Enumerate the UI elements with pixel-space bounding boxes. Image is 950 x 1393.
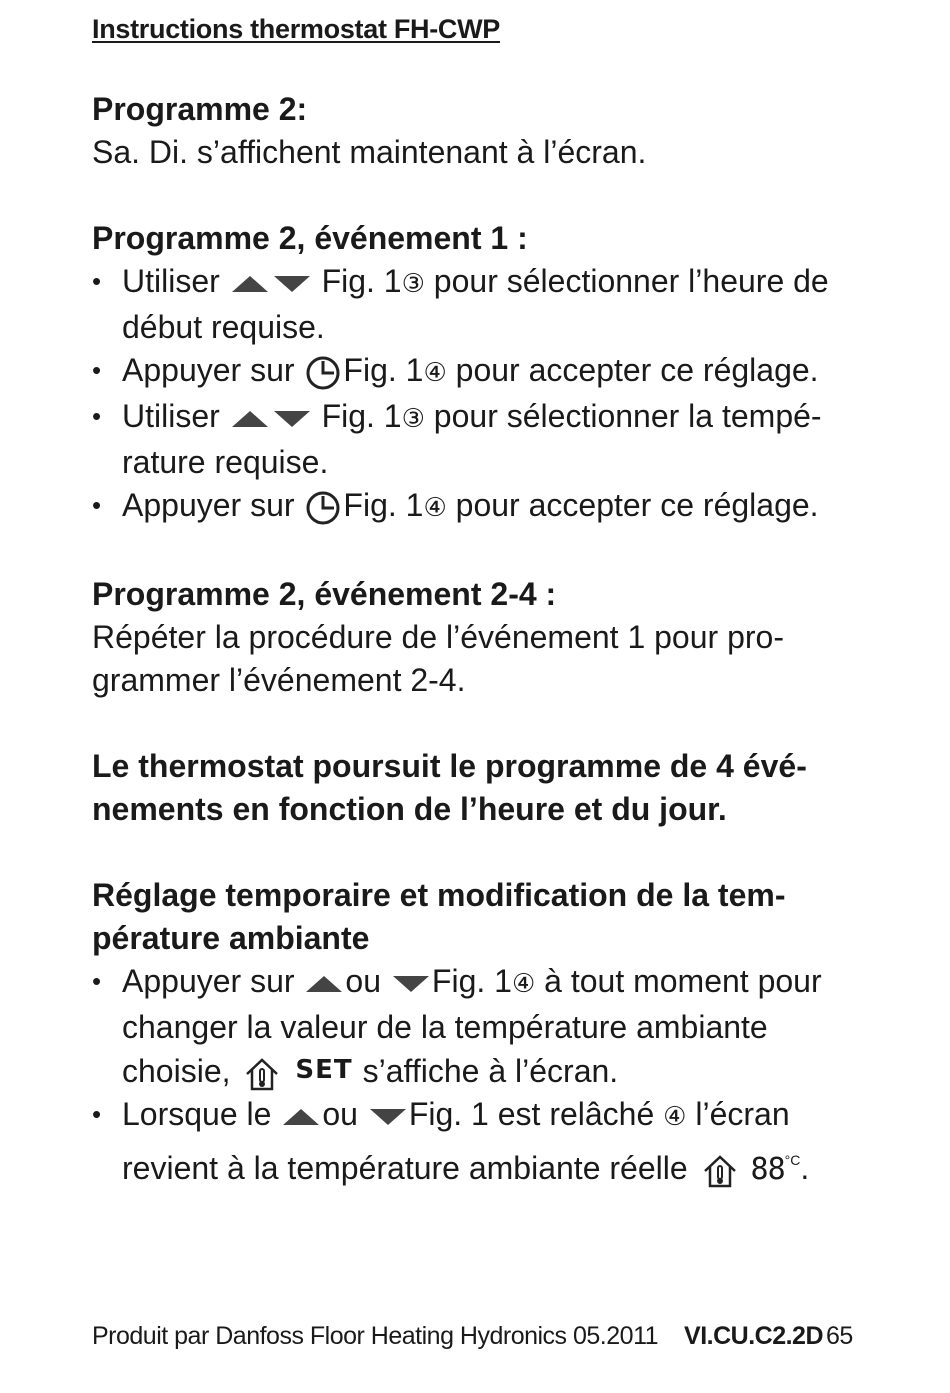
- list-item: • Utiliser Fig. 1③ pour sélectionner l’heure de début requise.: [92, 260, 882, 349]
- set-indicator: SET: [295, 1055, 353, 1085]
- up-arrow-icon: [306, 976, 342, 992]
- list-item: • Lorsque le ou Fig. 1 est relâché ④ l’écran revient à la température ambiante réelle $88^{^\circ C}$.: [92, 1093, 882, 1191]
- list-item: • Utiliser Fig. 1③ pour sélectionner la tempé-rature requise.: [92, 395, 882, 484]
- down-arrow-icon: [370, 1109, 406, 1125]
- footer-text: Produit par Danfoss Floor Heating Hydronics 05.2011: [92, 1322, 659, 1350]
- clock-icon: [305, 355, 341, 391]
- clock-icon: [305, 490, 341, 526]
- page-content: [92, 88, 882, 1191]
- document-code: VI.CU.C2.2D: [684, 1322, 824, 1350]
- heading-temporary-setting: Réglage temporaire et modification de la tem-pérature ambiante: [92, 877, 786, 956]
- heading-event-1: Programme 2, événement 1 :: [92, 220, 528, 256]
- paragraph-programme-2: Sa. Di. s’affichent maintenant à l’écran.: [92, 134, 647, 170]
- heading-programme-2: Programme 2:: [92, 91, 308, 127]
- page-number: 65: [826, 1322, 853, 1350]
- up-arrow-icon: [232, 411, 268, 427]
- house-thermometer-icon: [701, 1152, 739, 1190]
- list-item: • Appuyer sur Fig. 1④ pour accepter ce réglage.: [92, 484, 882, 530]
- list-item: • Appuyer sur ou Fig. 1④ à tout moment pour changer la valeur de la température ambiante choisie, SET s’affiche à l’écran.: [92, 960, 882, 1093]
- paragraph-event-2-4: Répéter la procédure de l’événement 1 pour pro-grammer l’événement 2-4.: [92, 619, 784, 698]
- house-thermometer-icon: [243, 1055, 281, 1093]
- down-arrow-icon: [393, 976, 429, 992]
- up-arrow-icon: [232, 276, 268, 292]
- down-arrow-icon: [274, 276, 310, 292]
- down-arrow-icon: [274, 411, 310, 427]
- page-header: Instructions thermostat FH-CWP: [92, 14, 501, 44]
- note-paragraph: Le thermostat poursuit le programme de 4 évé-nements en fonction de l’heure et du jour.: [92, 748, 807, 827]
- page-footer: [92, 1322, 862, 1351]
- temporary-setting-steps: [92, 960, 882, 1191]
- heading-event-2-4: Programme 2, événement 2-4 :: [92, 576, 557, 612]
- degree-unit: °C: [784, 1152, 801, 1168]
- event-1-steps: [92, 260, 882, 530]
- list-item: • Appuyer sur Fig. 1④ pour accepter ce réglage.: [92, 349, 882, 395]
- up-arrow-icon: [283, 1109, 319, 1125]
- lcd-temperature-display: 88: [750, 1152, 785, 1187]
